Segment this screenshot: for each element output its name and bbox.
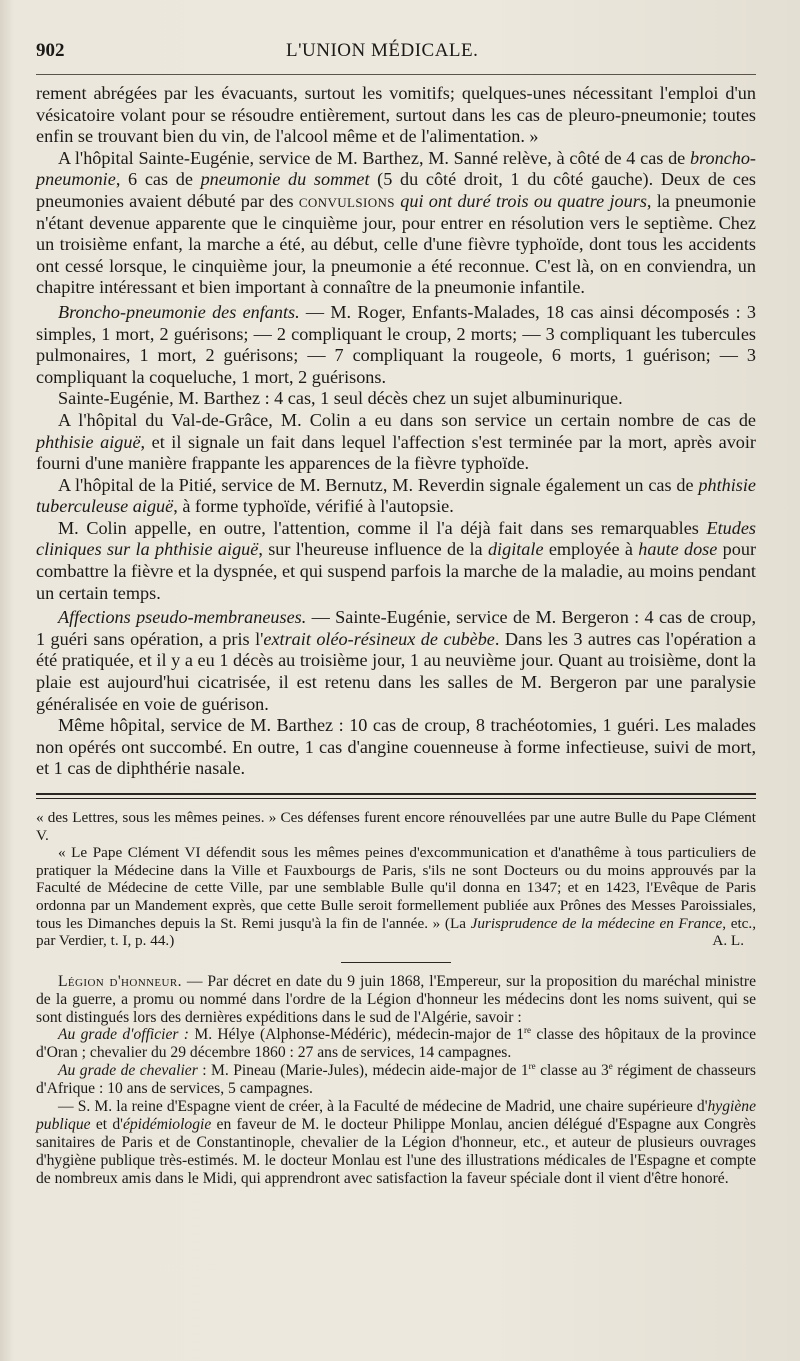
italic-term: phthisie tuberculeuse aiguë bbox=[36, 474, 756, 517]
text-run: M. Hélye (Alphonse-Médéric), médecin-major de 1 bbox=[189, 1026, 524, 1044]
running-title: L'UNION MÉDICALE. bbox=[286, 40, 479, 61]
text-run: et d' bbox=[90, 1116, 123, 1133]
news-paragraph-officier bbox=[36, 1026, 756, 1062]
feuilleton-footnote bbox=[36, 809, 756, 950]
italic-term: pneumonie du sommet bbox=[200, 169, 370, 190]
text-run: — S. M. la reine d'Espagne vient de créer, à la Faculté de médecine de Madrid, une chaire supérieure d' bbox=[58, 1098, 708, 1116]
text-run: , à forme typhoïde, vérifié à l'autopsie. bbox=[173, 496, 454, 517]
text-run: employée à bbox=[543, 539, 639, 560]
news-paragraph-madrid bbox=[36, 1098, 756, 1188]
paragraph-colin bbox=[36, 518, 756, 604]
news-section bbox=[36, 973, 756, 1188]
footnote-paragraph: « des Lettres, sous les mêmes peines. » Ces défenses furent encore rénouvellées par une autre Bulle du Pape Clément V. bbox=[36, 809, 756, 844]
text-run: classe des hôpitaux de la province d'Oran ; chevalier du 29 décembre 1860 : 27 ans de services, 14 campagnes. bbox=[36, 1026, 756, 1062]
italic-term: haute dose bbox=[638, 539, 718, 560]
text-run: , etc., par Verdier, t. I, p. 44.) bbox=[36, 914, 756, 950]
paragraph-meme-hopital: Même hôpital, service de M. Barthez : 10 cas de croup, 8 trachéotomies, 1 guéri. Les malades non opérés ont succombé. En outre, 1 cas d'angine couenneuse à forme infectieuse, suivi de mort, et 1 cas de diphthérie nasale. bbox=[36, 715, 756, 779]
text-run: , sur l'heureuse influence de la bbox=[258, 539, 488, 560]
paragraph-pitie bbox=[36, 475, 756, 518]
italic-term: phthisie aiguë bbox=[36, 431, 141, 452]
paragraph-continuation: rement abrégées par les évacuants, surtout les vomitifs; quelques-unes nécessitant l'emploi d'un vésicatoire volant pour se résoudre entièrement, surtout dans les cas de pleuro-pneumonie; toutes enfin se trouvant bien du vin, de l'alcool même et de l'alimentation. » bbox=[36, 83, 756, 147]
text-run: . Dans les 3 autres cas l'opération a été pratiquée, et il y a eu 1 décès au troisième jour, 1 au neuvième jour. Quant au troisième, dont la plaie est aujourd'hui cicatrisée, il est retenu dans les salles de M. Bergeron par une paralysie généralisée en voie de guérison. bbox=[36, 628, 756, 714]
italic-term: broncho-pneumonie bbox=[36, 147, 756, 190]
text-run: en faveur de M. le docteur Philippe Monlau, ancien délégué d'Espagne aux Congrès sanitaires de Paris et de Constantinople, chevalier de la Légion d'honneur, etc., et auteur de plusieurs ouvrages d'hygiène publique très-estimés. M. le docteur Monlau est l'une des illustrations médicales de l'Espagne et compte de nombreux amis dans le Midi, qui apprendront avec satisfaction la faveur spéciale dont il vient d'être honoré. bbox=[36, 1116, 756, 1187]
italic-term: digitale bbox=[487, 539, 544, 560]
text-run: A l'hôpital du Val-de-Grâce, M. Colin a eu dans son service un certain nombre de cas de bbox=[58, 409, 756, 430]
news-paragraph-chevalier bbox=[36, 1062, 756, 1098]
italic-term: qui ont duré trois ou quatre jours bbox=[400, 190, 647, 211]
italic-term: Etudes cliniques sur la phthisie aiguë bbox=[36, 517, 756, 560]
paragraph-broncho-pneumonie bbox=[36, 302, 756, 388]
superscript: re bbox=[524, 1025, 531, 1036]
paragraph-val-de-grace bbox=[36, 410, 756, 475]
paragraph-barthez: Sainte-Eugénie, M. Barthez : 4 cas, 1 seul décès chez un sujet albuminurique. bbox=[58, 388, 623, 409]
italic-term: hygiène publique bbox=[36, 1098, 756, 1133]
superscript: e bbox=[608, 1061, 613, 1072]
section-heading: Broncho-pneumonie des enfants. bbox=[58, 301, 300, 322]
page-header bbox=[36, 40, 756, 75]
italic-heading: Au grade d'officier : bbox=[58, 1026, 190, 1044]
text-run: « Le Pape Clément VI défendit sous les mêmes peines d'excommunication et d'anathême à tous particuliers de pratiquer la Médecine dans la Ville et Fauxbourgs de Paris, s'ils ne sont Docteurs ou du moins approuvés par la Faculté de Médecine de cette Ville, par une semblable Bulle qu'il donna en 1347; et en 1423, l'Evêque de Paris ordonna par un Mandement exprès, que cette Bulle seroit formellement publiée aux Prônes des Messes Paroissiales, tous les Dimanches depuis la St. Remi jusqu'à la fin de l'année. » (La bbox=[36, 844, 756, 932]
short-divider bbox=[341, 962, 451, 963]
italic-title: Jurisprudence de la médecine en France bbox=[470, 914, 723, 932]
superscript: re bbox=[528, 1061, 536, 1072]
paragraph-pseudo-membraneuses bbox=[36, 607, 756, 715]
news-heading: Légion d'honneur. bbox=[58, 972, 182, 990]
smallcaps-term: convulsions bbox=[298, 190, 395, 211]
paragraph-sainte-eugenie bbox=[36, 148, 756, 299]
news-paragraph-legion bbox=[36, 973, 756, 1027]
footnote-paragraph bbox=[36, 844, 756, 950]
text-run: (5 du côté droit, 1 du côté gauche). Deux de ces pneumonies avaient débuté par des bbox=[36, 169, 756, 211]
text-run: A l'hôpital de la Pitié, service de M. Bernutz, M. Reverdin signale également un cas de bbox=[58, 474, 699, 495]
text-run: , la pneumonie n'étant devenue apparente que le cinquième jour, pour entrer en résolution vers le septième. Chez un troisième enfant, la marche a été, au début, celle d'une fièvre typhoïde, dont tous les accidents ont cessé lorsque, le cinquième jour, la pneumonie a été reconnue. C'est là, on en conviendra, un chapitre intéressant et bien important à connaître de la pneumonie infantile. bbox=[36, 190, 756, 298]
text-run: régiment de chasseurs d'Afrique : 10 ans de services, 5 campagnes. bbox=[36, 1062, 757, 1098]
text-run: , 6 cas de bbox=[115, 169, 201, 190]
signature-initials: A. L. bbox=[712, 932, 744, 950]
page-number: 902 bbox=[36, 40, 65, 61]
double-divider bbox=[36, 793, 756, 799]
text-run: classe au 3 bbox=[535, 1062, 609, 1080]
italic-term: épidémiologie bbox=[122, 1116, 212, 1133]
text-run: : M. Pineau (Marie-Jules), médecin aide-major de 1 bbox=[197, 1062, 529, 1080]
text-run: A l'hôpital Sainte-Eugénie, service de M. Barthez, M. Sanné relève, à côté de 4 cas de bbox=[58, 147, 690, 168]
italic-heading: Au grade de chevalier bbox=[58, 1062, 198, 1080]
text-run: , et il signale un fait dans lequel l'affection s'est terminée par la mort, après avoir fourni d'une manière frappante les apparences de la fièvre typhoïde. bbox=[36, 431, 756, 474]
main-text bbox=[36, 83, 756, 780]
section-heading: Affections pseudo-membraneuses. bbox=[58, 607, 307, 628]
text-run: M. Colin appelle, en outre, l'attention, comme il l'a déjà fait dans ses remarquables bbox=[58, 517, 707, 538]
text-run: — Sainte-Eugénie, service de M. Bergeron : 4 cas de croup, 1 guéri sans opération, a pris l' bbox=[36, 607, 756, 649]
text-run: — M. Roger, Enfants-Malades, 18 cas ainsi décomposés : 3 simples, 1 mort, 2 guérisons; — 2 compliquant le croup, 2 morts; — 3 compliquant les tubercules pulmonaires, 1 mort, 2 guérisons; — 7 compliquant la rougeole, 6 morts, 1 guérison; — 3 compliquant la coqueluche, 1 mort, 2 guérisons. bbox=[36, 301, 756, 387]
italic-term: extrait oléo-résineux de cubèbe bbox=[263, 628, 495, 649]
text-run: pour combattre la fièvre et la dyspnée, et qui suspend parfois la marche de la maladie, au moins pendant un certain temps. bbox=[36, 539, 757, 603]
text-run: — Par décret en date du 9 juin 1868, l'Empereur, sur la proposition du maréchal ministre de la guerre, a promu ou nommé dans l'ordre de la Légion d'honneur les médecins dont les noms suivent, qui se sont distingués lors des dernières expéditions dans le sud de l'Algérie, savoir : bbox=[36, 972, 756, 1026]
